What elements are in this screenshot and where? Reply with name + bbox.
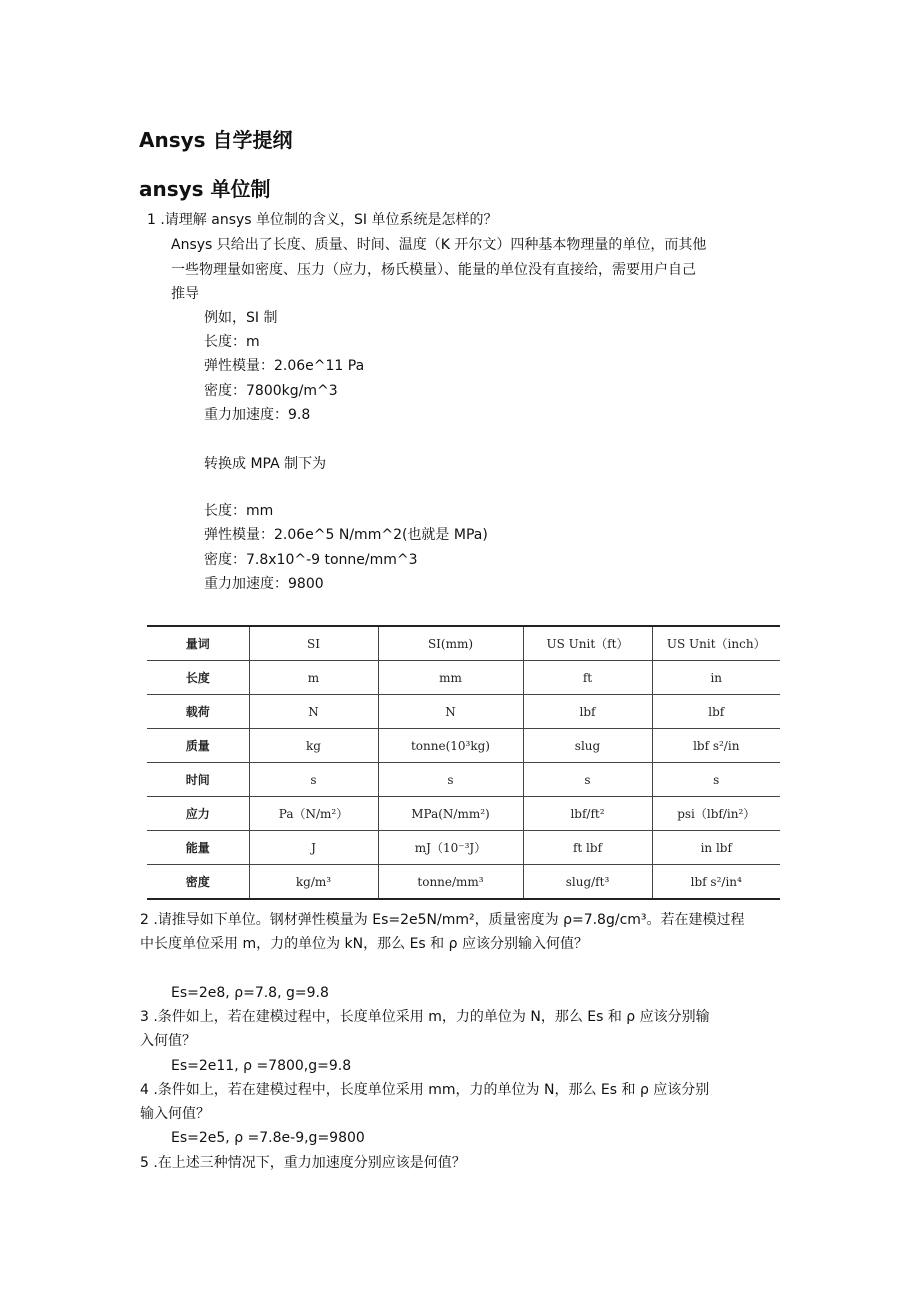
convert-line: 长度：mm <box>204 503 274 519</box>
example-line: 密度：7800kg/m^3 <box>204 383 338 399</box>
answer-2: Es=2e8, ρ=7.8, g=9.8 <box>171 985 329 1001</box>
convert-line: 弹性模量：2.06e^5 N/mm^2(也就是 MPa) <box>204 527 488 543</box>
table-cell: s <box>523 763 652 797</box>
q1-para-line-1: Ansys 只给出了长度、质量、时间、温度（K 开尔文）四种基本物理量的单位，而其他 <box>171 237 707 253</box>
table-row <box>147 763 780 797</box>
table-cell: slug/ft³ <box>523 865 652 900</box>
table-cell: 能量 <box>147 831 249 865</box>
question-4-line-2: 输入何值？ <box>140 1106 210 1122</box>
table-cell: 应力 <box>147 797 249 831</box>
table-row <box>147 831 780 865</box>
table-cell: kg <box>249 729 378 763</box>
table-cell: ft <box>523 661 652 695</box>
table-cell: N <box>378 695 523 729</box>
table-cell: mm <box>378 661 523 695</box>
table-cell: slug <box>523 729 652 763</box>
example-line: 重力加速度：9.8 <box>204 407 311 423</box>
question-1: 1 .请理解 ansys 单位制的含义，SI 单位系统是怎样的？ <box>147 212 498 228</box>
table-row <box>147 865 780 900</box>
unit-table <box>147 625 780 900</box>
table-cell: m <box>249 661 378 695</box>
table-cell: ft lbf <box>523 831 652 865</box>
table-header-cell: SI(mm) <box>378 626 523 661</box>
table-cell: lbf/ft² <box>523 797 652 831</box>
table-cell: MPa(N/mm²) <box>378 797 523 831</box>
example-line: 例如，SI 制 <box>204 310 278 326</box>
answer-4: Es=2e5, ρ =7.8e-9,g=9800 <box>171 1130 365 1146</box>
question-2-line-2: 中长度单位采用 m，力的单位为 kN，那么 Es 和 ρ 应该分别输入何值？ <box>140 936 588 952</box>
table-header-cell: US Unit（inch） <box>652 626 780 661</box>
table-header-cell: 量词 <box>147 626 249 661</box>
table-cell: Pa（N/m²） <box>249 797 378 831</box>
table-cell: s <box>249 763 378 797</box>
table-cell: lbf <box>523 695 652 729</box>
convert-line: 重力加速度：9800 <box>204 576 324 592</box>
table-cell: s <box>652 763 780 797</box>
table-cell: lbf <box>652 695 780 729</box>
table-row <box>147 729 780 763</box>
example-line: 长度：m <box>204 334 260 350</box>
section-heading: ansys 单位制 <box>139 177 271 201</box>
example-line: 弹性模量：2.06e^11 Pa <box>204 358 365 374</box>
table-cell: lbf s²/in <box>652 729 780 763</box>
table-cell: N <box>249 695 378 729</box>
table-cell: tonne(10³kg) <box>378 729 523 763</box>
table-cell: 密度 <box>147 865 249 900</box>
table-cell: psi（lbf/in²） <box>652 797 780 831</box>
q1-para-line-3: 推导 <box>171 286 199 302</box>
question-2-line-1: 2 .请推导如下单位。钢材弹性模量为 Es=2e5N/mm²，质量密度为 ρ=7.8g/cm³。若在建模过程 <box>140 912 745 928</box>
table-cell: 时间 <box>147 763 249 797</box>
question-3-line-2: 入何值？ <box>140 1033 196 1049</box>
table-cell: in lbf <box>652 831 780 865</box>
question-3-line-1: 3 .条件如上，若在建模过程中，长度单位采用 m，力的单位为 N，那么 Es 和 ρ 应该分别输 <box>140 1009 710 1025</box>
table-row <box>147 695 780 729</box>
table-cell: J <box>249 831 378 865</box>
table-row <box>147 797 780 831</box>
doc-title: Ansys 自学提纲 <box>139 128 293 152</box>
table-cell: s <box>378 763 523 797</box>
table-row <box>147 661 780 695</box>
table-cell: kg/m³ <box>249 865 378 900</box>
question-5-line-1: 5 .在上述三种情况下，重力加速度分别应该是何值？ <box>140 1155 466 1171</box>
convert-heading: 转换成 MPA 制下为 <box>204 456 327 472</box>
q1-para-line-2: 一些物理量如密度、压力（应力，杨氏模量）、能量的单位没有直接给，需要用户自己 <box>171 262 696 278</box>
question-4-line-1: 4 .条件如上，若在建模过程中，长度单位采用 mm，力的单位为 N，那么 Es 和 ρ 应该分别 <box>140 1082 710 1098</box>
table-cell: mJ（10⁻³J） <box>378 831 523 865</box>
table-cell: 质量 <box>147 729 249 763</box>
convert-line: 密度：7.8x10^-9 tonne/mm^3 <box>204 552 418 568</box>
answer-3: Es=2e11, ρ =7800,g=9.8 <box>171 1058 352 1074</box>
table-cell: in <box>652 661 780 695</box>
table-header-cell: SI <box>249 626 378 661</box>
table-cell: lbf s²/in⁴ <box>652 865 780 900</box>
table-cell: 长度 <box>147 661 249 695</box>
table-cell: tonne/mm³ <box>378 865 523 900</box>
table-header-cell: US Unit（ft） <box>523 626 652 661</box>
table-cell: 载荷 <box>147 695 249 729</box>
table-header-row <box>147 626 780 661</box>
